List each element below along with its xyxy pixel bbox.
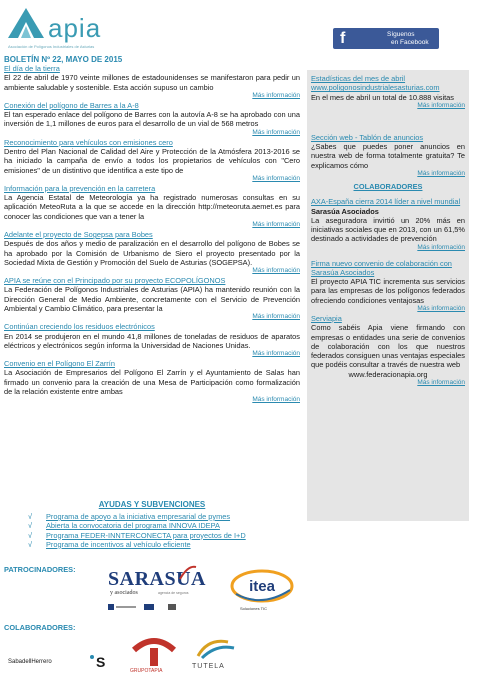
- news-item: [4, 64, 300, 100]
- bulletin-title: BOLETÍN Nº 22, MAYO DE 2015: [4, 55, 123, 64]
- news-item: [4, 101, 300, 137]
- tutela-logo[interactable]: [188, 636, 244, 676]
- news-item: [4, 276, 300, 321]
- firma-body: El proyecto APIA TIC incrementa sus servicios para las empresas de los polígonos federados ofreciendo condiciones ventajosas: [311, 277, 465, 305]
- news-item: [4, 322, 300, 358]
- ayuda-link[interactable]: [28, 512, 300, 521]
- patrocinadores-label: PATROCINADORES:: [4, 565, 76, 574]
- web-body: ¿Sabes que puedes poner anuncios en nuestra web de forma totalmente gratuita? Te explicamos cómo: [311, 142, 465, 170]
- tutela-logo-icon: [188, 636, 244, 662]
- tutela-name: TUTELA: [192, 663, 225, 670]
- axa-subtitle: Sarasúa Asociados: [311, 206, 379, 216]
- sarasua-sub2: agencia de seguros: [158, 591, 189, 595]
- firma-title[interactable]: Firma nuevo convenio de colaboración con Sarasúa Asociados: [311, 258, 452, 277]
- more-info-link[interactable]: Más información: [417, 378, 465, 386]
- stats-title[interactable]: Estadísticas del mes de abril: [311, 74, 406, 83]
- more-info-link[interactable]: Más información: [417, 169, 465, 177]
- news-title[interactable]: Adelante el proyecto de Sogepsa para Bobes: [4, 230, 153, 239]
- sarasua-sub: y asociados: [110, 590, 138, 596]
- apia-logo: [8, 8, 128, 54]
- sabadell-logo[interactable]: SabadellHerrero: [8, 659, 52, 665]
- more-info-link[interactable]: Más información: [417, 101, 465, 109]
- serviapia-block: [311, 314, 465, 387]
- facebook-line2: en Facebook: [391, 39, 429, 46]
- firma-block: [311, 259, 465, 313]
- facebook-line1: Síguenos: [387, 31, 415, 38]
- news-title[interactable]: Reconocimiento para vehículos con emisiones cero: [4, 137, 173, 147]
- more-info-link[interactable]: Más información: [252, 174, 300, 182]
- more-info-link[interactable]: Más información: [252, 313, 300, 321]
- ayuda-label: Programa de incentivos al vehículo eficiente: [46, 539, 191, 549]
- news-title[interactable]: Conexión del polígono de Barres a la A-8: [4, 100, 139, 110]
- news-body: La Federación de Polígonos Industriales de Asturias (APIA) ha mantenido reunión con la Dirección General de Medio Ambiente, concretamente con el Servicio de Prevención Ambiental y Cambio Climático, para presentar la: [4, 285, 300, 313]
- stats-url-link[interactable]: www.poligonosindustrialesasturias.com: [311, 83, 440, 93]
- sarasua-name: SARASUA: [108, 568, 206, 590]
- tapia-name: GRUPOTAPIA: [130, 668, 163, 674]
- news-title[interactable]: Continúan creciendo los residuos electrónicos: [4, 322, 155, 332]
- sarasua-logo[interactable]: [108, 563, 206, 613]
- itea-logo[interactable]: [228, 568, 296, 614]
- news-body: Dentro del Plan Nacional de Calidad del Aire y Protección de la Atmósfera 2013-2016 se ha iniciado la campaña de envío a todos los propietarios de vehículos con "Cero emisiones" de un distintivo que identifica a este tipo de: [4, 147, 300, 175]
- axa-title[interactable]: AXA-España cierra 2014 líder a nivel mundial: [311, 197, 461, 207]
- news-item: [4, 359, 300, 404]
- news-title[interactable]: Convenio en el Polígono El Zarrín: [4, 359, 115, 369]
- check-icon: √: [28, 512, 33, 521]
- ayudas-list: [4, 512, 300, 549]
- axa-block: [311, 197, 465, 251]
- more-info-link[interactable]: Más información: [252, 267, 300, 274]
- logo-subtitle: Asociación de Polígonos Industriales de Asturias: [8, 44, 95, 49]
- partner-logos-icon: [108, 603, 198, 611]
- facebook-icon: f: [340, 30, 346, 47]
- bs-logo-icon: [88, 651, 110, 669]
- news-body: En 2014 se produjeron en el mundo 41,8 millones de toneladas de residuos de aparatos eléctricos y electrónicos según informa la Universidad de Naciones Unidas.: [4, 331, 300, 350]
- news-body: El 22 de abril de 1970 veinte millones de estadounidenses se manifestaron para pedir un ambiente saludable y sostenible. Esta acción supuso un cambio: [4, 73, 300, 92]
- news-title[interactable]: El día de la tierra: [4, 64, 60, 73]
- news-body: La Asociación de Empresarios del Polígono El Zarrín y el Ayuntamiento de Salas han firmado un convenio para la creación de una Mesa de Participación como formalización de la relación existente entre ambas: [4, 368, 300, 396]
- sarasua-swoosh-icon: [178, 563, 198, 583]
- news-item: [4, 230, 300, 275]
- ayuda-link[interactable]: [28, 540, 300, 549]
- stats-body: En el mes de abril un total de 10.888 visitas: [311, 92, 454, 102]
- facebook-follow-button[interactable]: [333, 28, 439, 49]
- ayuda-label: Programa FEDER-INNTERCONECTA para proyectos de I+D: [46, 530, 246, 540]
- serviapia-body: Como sabéis Apia viene firmando con empresas o entidades una serie de convenios de colaboración con los que nuestros federados consiguen unas ventajas especiales que podéis consultar a través de nuestra web: [311, 323, 465, 370]
- more-info-link[interactable]: Más información: [252, 128, 300, 136]
- logo-text: apia: [48, 13, 102, 43]
- svg-text:S: S: [96, 654, 106, 669]
- check-icon: √: [28, 530, 33, 540]
- colaboradores-label: COLABORADORES:: [4, 623, 76, 632]
- more-info-link[interactable]: Más información: [252, 91, 300, 99]
- sidebar: [307, 70, 469, 521]
- apia-logo-mark-icon: [8, 8, 44, 38]
- tapia-logo[interactable]: [128, 636, 180, 676]
- stats-block: [311, 74, 465, 110]
- more-info-link[interactable]: Más información: [417, 304, 465, 312]
- ayuda-link[interactable]: [28, 521, 300, 530]
- news-column: [4, 64, 300, 405]
- more-info-link[interactable]: Más información: [417, 243, 465, 251]
- news-item: [4, 184, 300, 229]
- news-title[interactable]: APIA se reúne con el Principado por su proyecto ECOPOLÍGONOS: [4, 276, 226, 286]
- serviapia-url[interactable]: www.federacionapia.org: [348, 369, 428, 379]
- bs-logo[interactable]: [88, 651, 110, 673]
- web-title[interactable]: Sección web - Tablón de anuncios: [311, 132, 424, 142]
- axa-body: La aseguradora invirtió un 20% más en iniciativas sociales que en 2013, con un 61,5% destinado a actividades de prevención: [311, 215, 465, 244]
- check-icon: √: [28, 521, 33, 531]
- news-body: El tan esperado enlace del polígono de Barres con la autovía A-8 se ha aprobado con una inversión de 1,1 millones de euros para el desarrollo de un vial de 568 metros: [4, 110, 300, 129]
- ayuda-label: Programa de apoyo a la iniciativa empresarial de pymes: [46, 512, 231, 521]
- colaboradores-heading: COLABORADORES: [353, 182, 423, 191]
- news-body: La Agencia Estatal de Meteorología ya ha registrado numerosas consultas en su aplicación MeteoRuta a la que se accede en la dirección http://meteoruta.aemet.es para conocer las condiciones que van a tener la: [4, 193, 300, 221]
- partner-logos: [108, 603, 198, 612]
- web-block: [311, 133, 465, 178]
- itea-logo-icon: [228, 568, 296, 606]
- itea-sub: Soluciones TIC: [240, 606, 268, 611]
- ayudas-section: [4, 500, 300, 549]
- ayudas-title: AYUDAS Y SUBVENCIONES: [98, 500, 206, 509]
- more-info-link[interactable]: Más información: [252, 350, 300, 357]
- more-info-link[interactable]: Más información: [252, 396, 300, 404]
- ayuda-link[interactable]: [28, 531, 300, 540]
- news-title[interactable]: Información para la prevención en la carretera: [4, 183, 156, 193]
- more-info-link[interactable]: Más información: [252, 220, 300, 228]
- news-body: Después de dos años y medio de paralización en el desarrollo del polígono de Bobes se ha aprobado por la Comisión de Urbanismo de Siero el proyecto presentado por la Sociedad Mixta de Gestión y Promoción del Suelo de Asturias (SOGEPSA).: [4, 239, 300, 267]
- check-icon: √: [28, 539, 33, 549]
- serviapia-title[interactable]: Serviapia: [311, 314, 342, 323]
- tapia-logo-icon: [128, 636, 180, 668]
- ayuda-label: Abierta la convocatoria del programa INNOVA IDEPA: [46, 521, 220, 531]
- itea-name: itea: [249, 578, 275, 595]
- news-item: [4, 138, 300, 183]
